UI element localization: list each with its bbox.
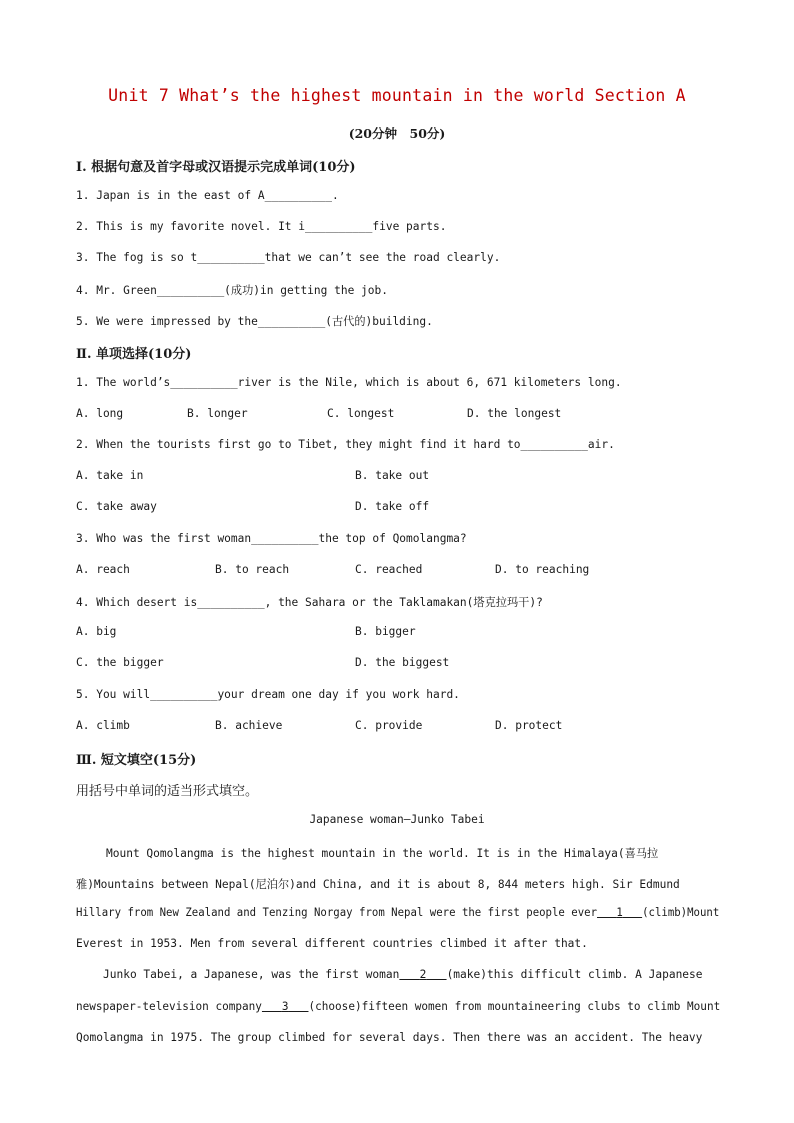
s2-question-2: 2. When the tourists first go to Tibet, they might find it hard to__________air. (76, 438, 615, 451)
p1-line-1: Mount Qomolangma is the highest mountain in the world. It is in the Himalaya(喜马拉 (106, 847, 659, 860)
s2-question-3: 3. Who was the first woman__________the top of Qomolangma? (76, 532, 467, 545)
p2-line-2 (76, 1000, 720, 1013)
s2-q5-option-b: B. achieve (215, 719, 283, 732)
section3-heading: Ⅲ. 短文填空(15分) (76, 753, 197, 768)
p2-line-2-text: newspaper-television company (76, 1000, 262, 1013)
p2-line-1-text: Junko Tabei, a Japanese, was the first woman (103, 968, 400, 981)
page-subtitle: (20分钟 50分) (348, 126, 446, 141)
s2-q3-option-d: D. to reaching (495, 563, 590, 576)
blank-1-number: 1 (616, 906, 623, 919)
s2-q4-option-b: B. bigger (355, 625, 416, 638)
s2-question-1: 1. The world’s__________river is the Nile, which is about 6, 671 kilometers long. (76, 376, 622, 389)
s2-q2-option-c: C. take away (76, 500, 157, 513)
section2-heading: Ⅱ. 单项选择(10分) (76, 347, 192, 362)
s2-q1-option-a: A. long (76, 407, 124, 420)
s2-q1-option-d: D. the longest (467, 407, 562, 420)
s2-question-4: 4. Which desert is__________, the Sahara or the Taklamakan(塔克拉玛干)? (76, 596, 543, 609)
p1-line-2: 雅)Mountains between Nepal(尼泊尔)and China, and it is about 8, 844 meters high. Sir Edmund (76, 878, 680, 891)
s2-q2-option-d: D. take off (355, 500, 430, 513)
section3-instruction: 用括号中单词的适当形式填空。 (76, 784, 259, 799)
page-title: Unit 7 What’s the highest mountain in the world Section A (108, 86, 686, 105)
s2-q5-option-c: C. provide (355, 719, 423, 732)
s2-q5-option-a: A. climb (76, 719, 130, 732)
s2-q1-option-b: B. longer (187, 407, 248, 420)
p1-line-3-text: Hillary from New Zealand and Tenzing Norgay from Nepal were the first people ever (76, 906, 598, 919)
s2-q4-option-c: C. the bigger (76, 656, 164, 669)
blank-3-number: 3 (281, 1000, 289, 1013)
blank-2-number: 2 (419, 968, 427, 981)
p2-line-1-tail: (make)this difficult climb. A Japanese (446, 968, 703, 981)
s1-item-1: 1. Japan is in the east of A__________. (76, 189, 339, 202)
p2-line-1 (103, 968, 703, 981)
p1-line-3 (76, 906, 719, 919)
s2-question-5: 5. You will__________your dream one day if you work hard. (76, 688, 460, 701)
p2-line-3: Qomolangma in 1975. The group climbed for several days. Then there was an accident. The heavy (76, 1031, 703, 1044)
blank-2[interactable] (399, 968, 446, 981)
s2-q1-option-c: C. longest (327, 407, 395, 420)
p2-line-2-tail: (choose)fifteen women from mountaineering clubs to climb Mount (308, 1000, 721, 1013)
s2-q2-option-b: B. take out (355, 469, 430, 482)
p1-line-4: Everest in 1953. Men from several different countries climbed it after that. (76, 937, 588, 950)
s2-q4-option-a: A. big (76, 625, 117, 638)
s1-item-5: 5. We were impressed by the__________(古代的)building. (76, 315, 433, 328)
s2-q5-option-d: D. protect (495, 719, 563, 732)
s1-item-3: 3. The fog is so t__________that we can’t see the road clearly. (76, 251, 501, 264)
blank-3[interactable] (262, 1000, 309, 1013)
s2-q3-option-a: A. reach (76, 563, 130, 576)
blank-1[interactable] (597, 906, 642, 919)
p1-line-3-tail: (climb)Mount (642, 906, 720, 919)
passage-title: Japanese woman—Junko Tabei (309, 813, 485, 826)
s1-item-2: 2. This is my favorite novel. It i__________five parts. (76, 220, 447, 233)
s1-item-4: 4. Mr. Green__________(成功)in getting the job. (76, 284, 388, 297)
section1-heading: Ⅰ. 根据句意及首字母或汉语提示完成单词(10分) (76, 160, 356, 175)
s2-q3-option-b: B. to reach (215, 563, 290, 576)
s2-q4-option-d: D. the biggest (355, 656, 450, 669)
s2-q3-option-c: C. reached (355, 563, 423, 576)
s2-q2-option-a: A. take in (76, 469, 144, 482)
